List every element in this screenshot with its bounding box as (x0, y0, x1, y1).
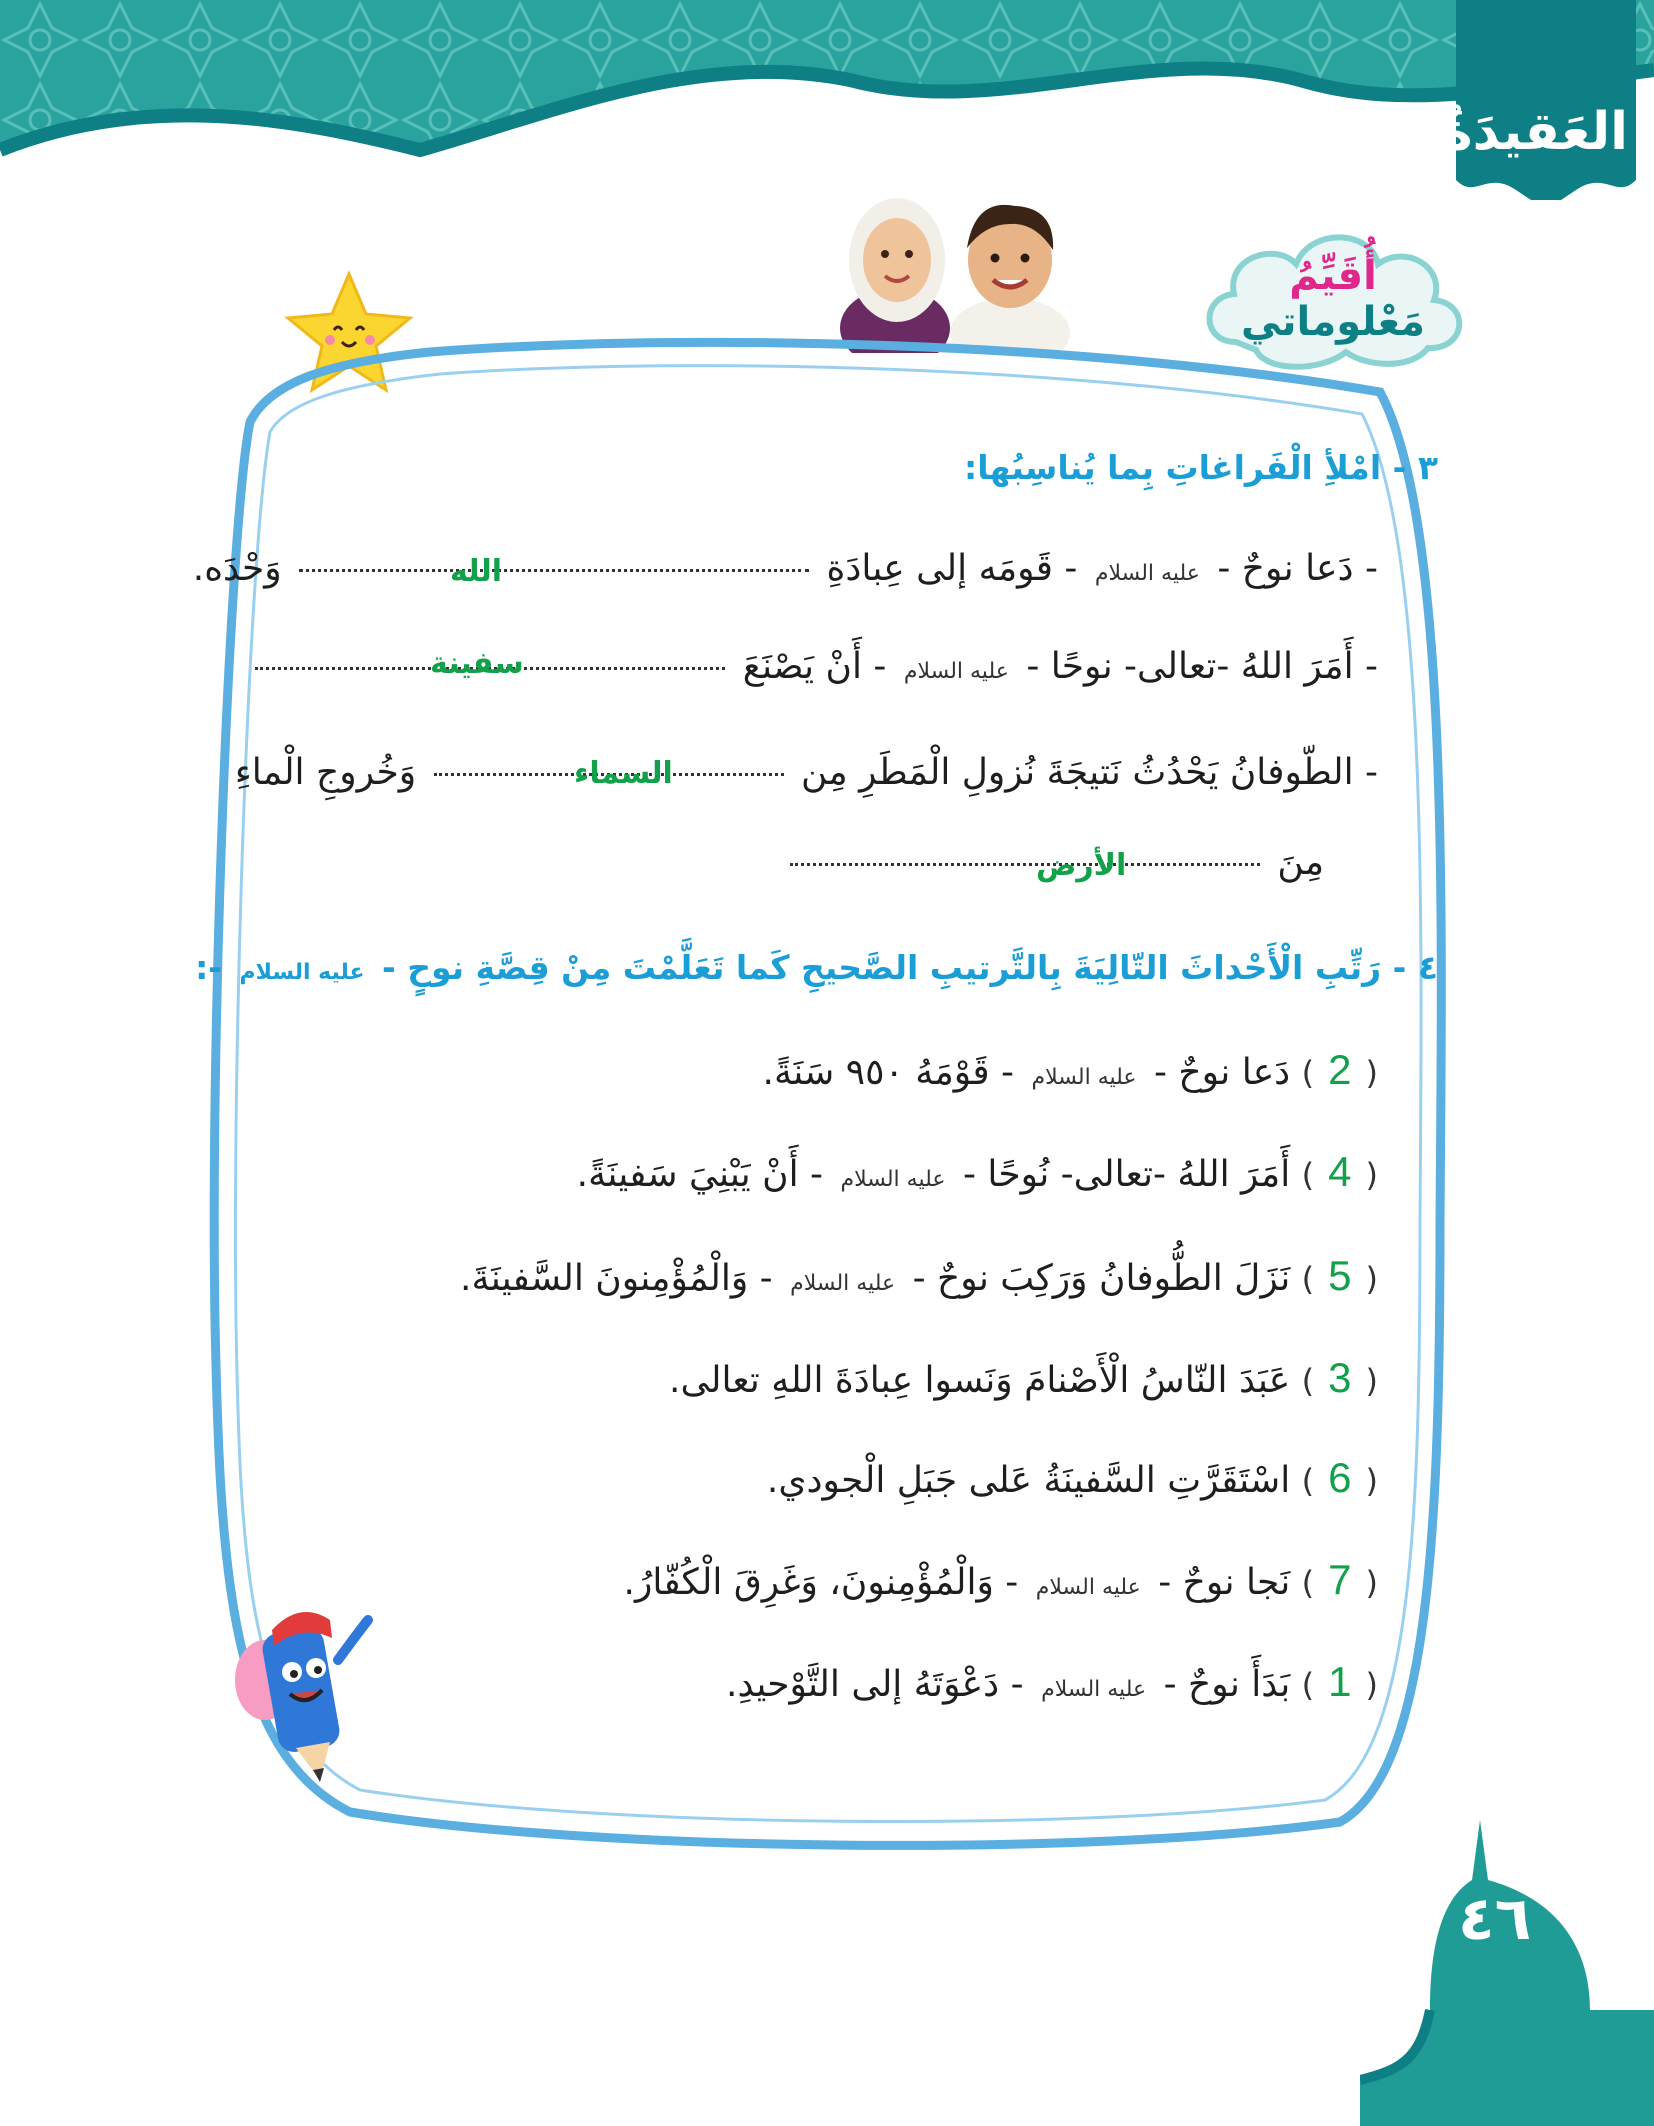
blank-line[interactable] (299, 568, 809, 572)
order-number[interactable]: 6 (1328, 1454, 1352, 1501)
fill-line-3-text: - الطّوفانُ يَحْدُثُ نَتيجَةَ نُزولِ الْمَطَرِ مِن (801, 752, 1378, 793)
order-text: نَزَلَ الطُّوفانُ وَرَكِبَ نوحٌ - (912, 1258, 1291, 1299)
blank-line[interactable] (790, 862, 1260, 866)
badge-title-2: مَعْلوماتي (1240, 299, 1426, 345)
honorific-icon: عليه السلام (1041, 1677, 1147, 1702)
mosque-dome-decoration (1360, 1820, 1654, 2126)
order-number[interactable]: 2 (1328, 1046, 1352, 1093)
fill-line-1 (193, 548, 1378, 589)
fill-line-2-middle: - أَنْ يَصْنَعَ (742, 646, 887, 687)
order-number[interactable]: 4 (1328, 1148, 1352, 1195)
order-text-end: - أَنْ يَبْنِيَ سَفينَةً. (576, 1154, 824, 1195)
order-number[interactable]: 7 (1328, 1556, 1352, 1603)
page-number: ٤٦ (1458, 1884, 1532, 1954)
order-item-6: (7) نَجا نوحٌ - عليه السلام - وَالْمُؤْمِنونَ، وَغَرِقَ الْكُفّارُ. (623, 1556, 1378, 1603)
section-tab (1441, 0, 1636, 200)
fill-line-3 (235, 752, 1378, 793)
order-text-end: - دَعْوَتَهُ إلى التَّوْحيدِ. (726, 1664, 1024, 1705)
order-text-end: - وَالْمُؤْمِنونَ السَّفينَةَ. (460, 1258, 773, 1299)
question-4-title (195, 948, 1438, 987)
answer-3: السماء (574, 756, 673, 791)
order-text-end: - وَالْمُؤْمِنونَ، وَغَرِقَ الْكُفّارُ. (623, 1562, 1019, 1603)
order-item-4: (3) عَبَدَ النّاسُ الْأَصْنامَ وَنَسوا عِبادَةَ اللهِ تعالى. (669, 1354, 1378, 1401)
order-item-7: (1) بَدَأَ نوحٌ - عليه السلام - دَعْوَتَهُ إلى التَّوْحيدِ. (726, 1658, 1378, 1705)
order-text-end: - قَوْمَهُ ٩٥٠ سَنَةً. (762, 1052, 1015, 1093)
order-number[interactable]: 1 (1328, 1658, 1352, 1705)
order-text: اسْتَقَرَّتِ السَّفينَةُ عَلى جَبَلِ الْجودي. (766, 1460, 1291, 1501)
honorific-icon: عليه السلام (903, 659, 1009, 684)
honorific-icon: عليه السلام (840, 1167, 946, 1192)
fill-line-1-end: وَحْدَه. (192, 548, 282, 589)
fill-line-3-end: وَخُروجِ الْماءِ (234, 752, 417, 793)
fill-line-4-text: مِنَ (1277, 842, 1324, 883)
honorific-icon: عليه السلام (1094, 561, 1200, 586)
answer-4: الأرض (1036, 848, 1127, 883)
order-text: أَمَرَ اللهُ -تعالى- نُوحًا - (962, 1154, 1291, 1195)
order-number[interactable]: 5 (1328, 1252, 1352, 1299)
order-text: دَعا نوحٌ - (1154, 1052, 1291, 1093)
order-text: عَبَدَ النّاسُ الْأَصْنامَ وَنَسوا عِبادَةَ اللهِ تعالى. (669, 1360, 1291, 1401)
fill-line-2 (249, 646, 1378, 687)
question-4-title-text: ٤ - رَتِّبِ الْأَحْداثَ التّالِيَةَ بِالتَّرتيبِ الصَّحيحِ كَما تَعَلَّمْتَ مِنْ قِصَّةِ نوحٍ - (382, 948, 1438, 987)
order-item-5: (6) اسْتَقَرَّتِ السَّفينَةُ عَلى جَبَلِ الْجودي. (766, 1454, 1378, 1501)
honorific-icon: عليه السلام (1031, 1065, 1137, 1090)
fill-line-1-middle: - قَومَه إلى عِبادَةِ (826, 548, 1078, 589)
section-title: العَقيدَةُ (1441, 102, 1628, 162)
badge-title-1: أُقَيِّمُ (1289, 253, 1377, 299)
answer-1: الله (450, 554, 502, 589)
order-text: بَدَأَ نوحٌ - (1163, 1664, 1291, 1705)
honorific-icon: عليه السلام (1035, 1575, 1141, 1600)
honorific-icon: عليه السلام (239, 960, 365, 985)
pencil-mascot-icon (210, 1590, 380, 1790)
fill-line-1-text: - دَعا نوحٌ - (1217, 548, 1378, 589)
honorific-icon: عليه السلام (790, 1271, 896, 1296)
header-banner (0, 0, 1654, 190)
answer-2: سفينة (430, 646, 524, 681)
order-item-1: (2) دَعا نوحٌ - عليه السلام - قَوْمَهُ ٩٥٠ سَنَةً. (762, 1046, 1378, 1093)
order-number[interactable]: 3 (1328, 1354, 1352, 1401)
question-3-title: ٣ - امْلأِ الْفَراغاتِ بِما يُناسِبُها: (964, 448, 1438, 487)
order-item-2: (4) أَمَرَ اللهُ -تعالى- نُوحًا - عليه السلام - أَنْ يَبْنِيَ سَفينَةً. (576, 1148, 1378, 1195)
fill-line-2-text: - أَمَرَ اللهُ -تعالى- نوحًا - (1026, 646, 1378, 687)
question-4-title-end: -: (195, 948, 222, 987)
order-text: نَجا نوحٌ - (1158, 1562, 1291, 1603)
order-item-3: (5) نَزَلَ الطُّوفانُ وَرَكِبَ نوحٌ - عليه السلام - وَالْمُؤْمِنونَ السَّفينَةَ. (460, 1252, 1378, 1299)
